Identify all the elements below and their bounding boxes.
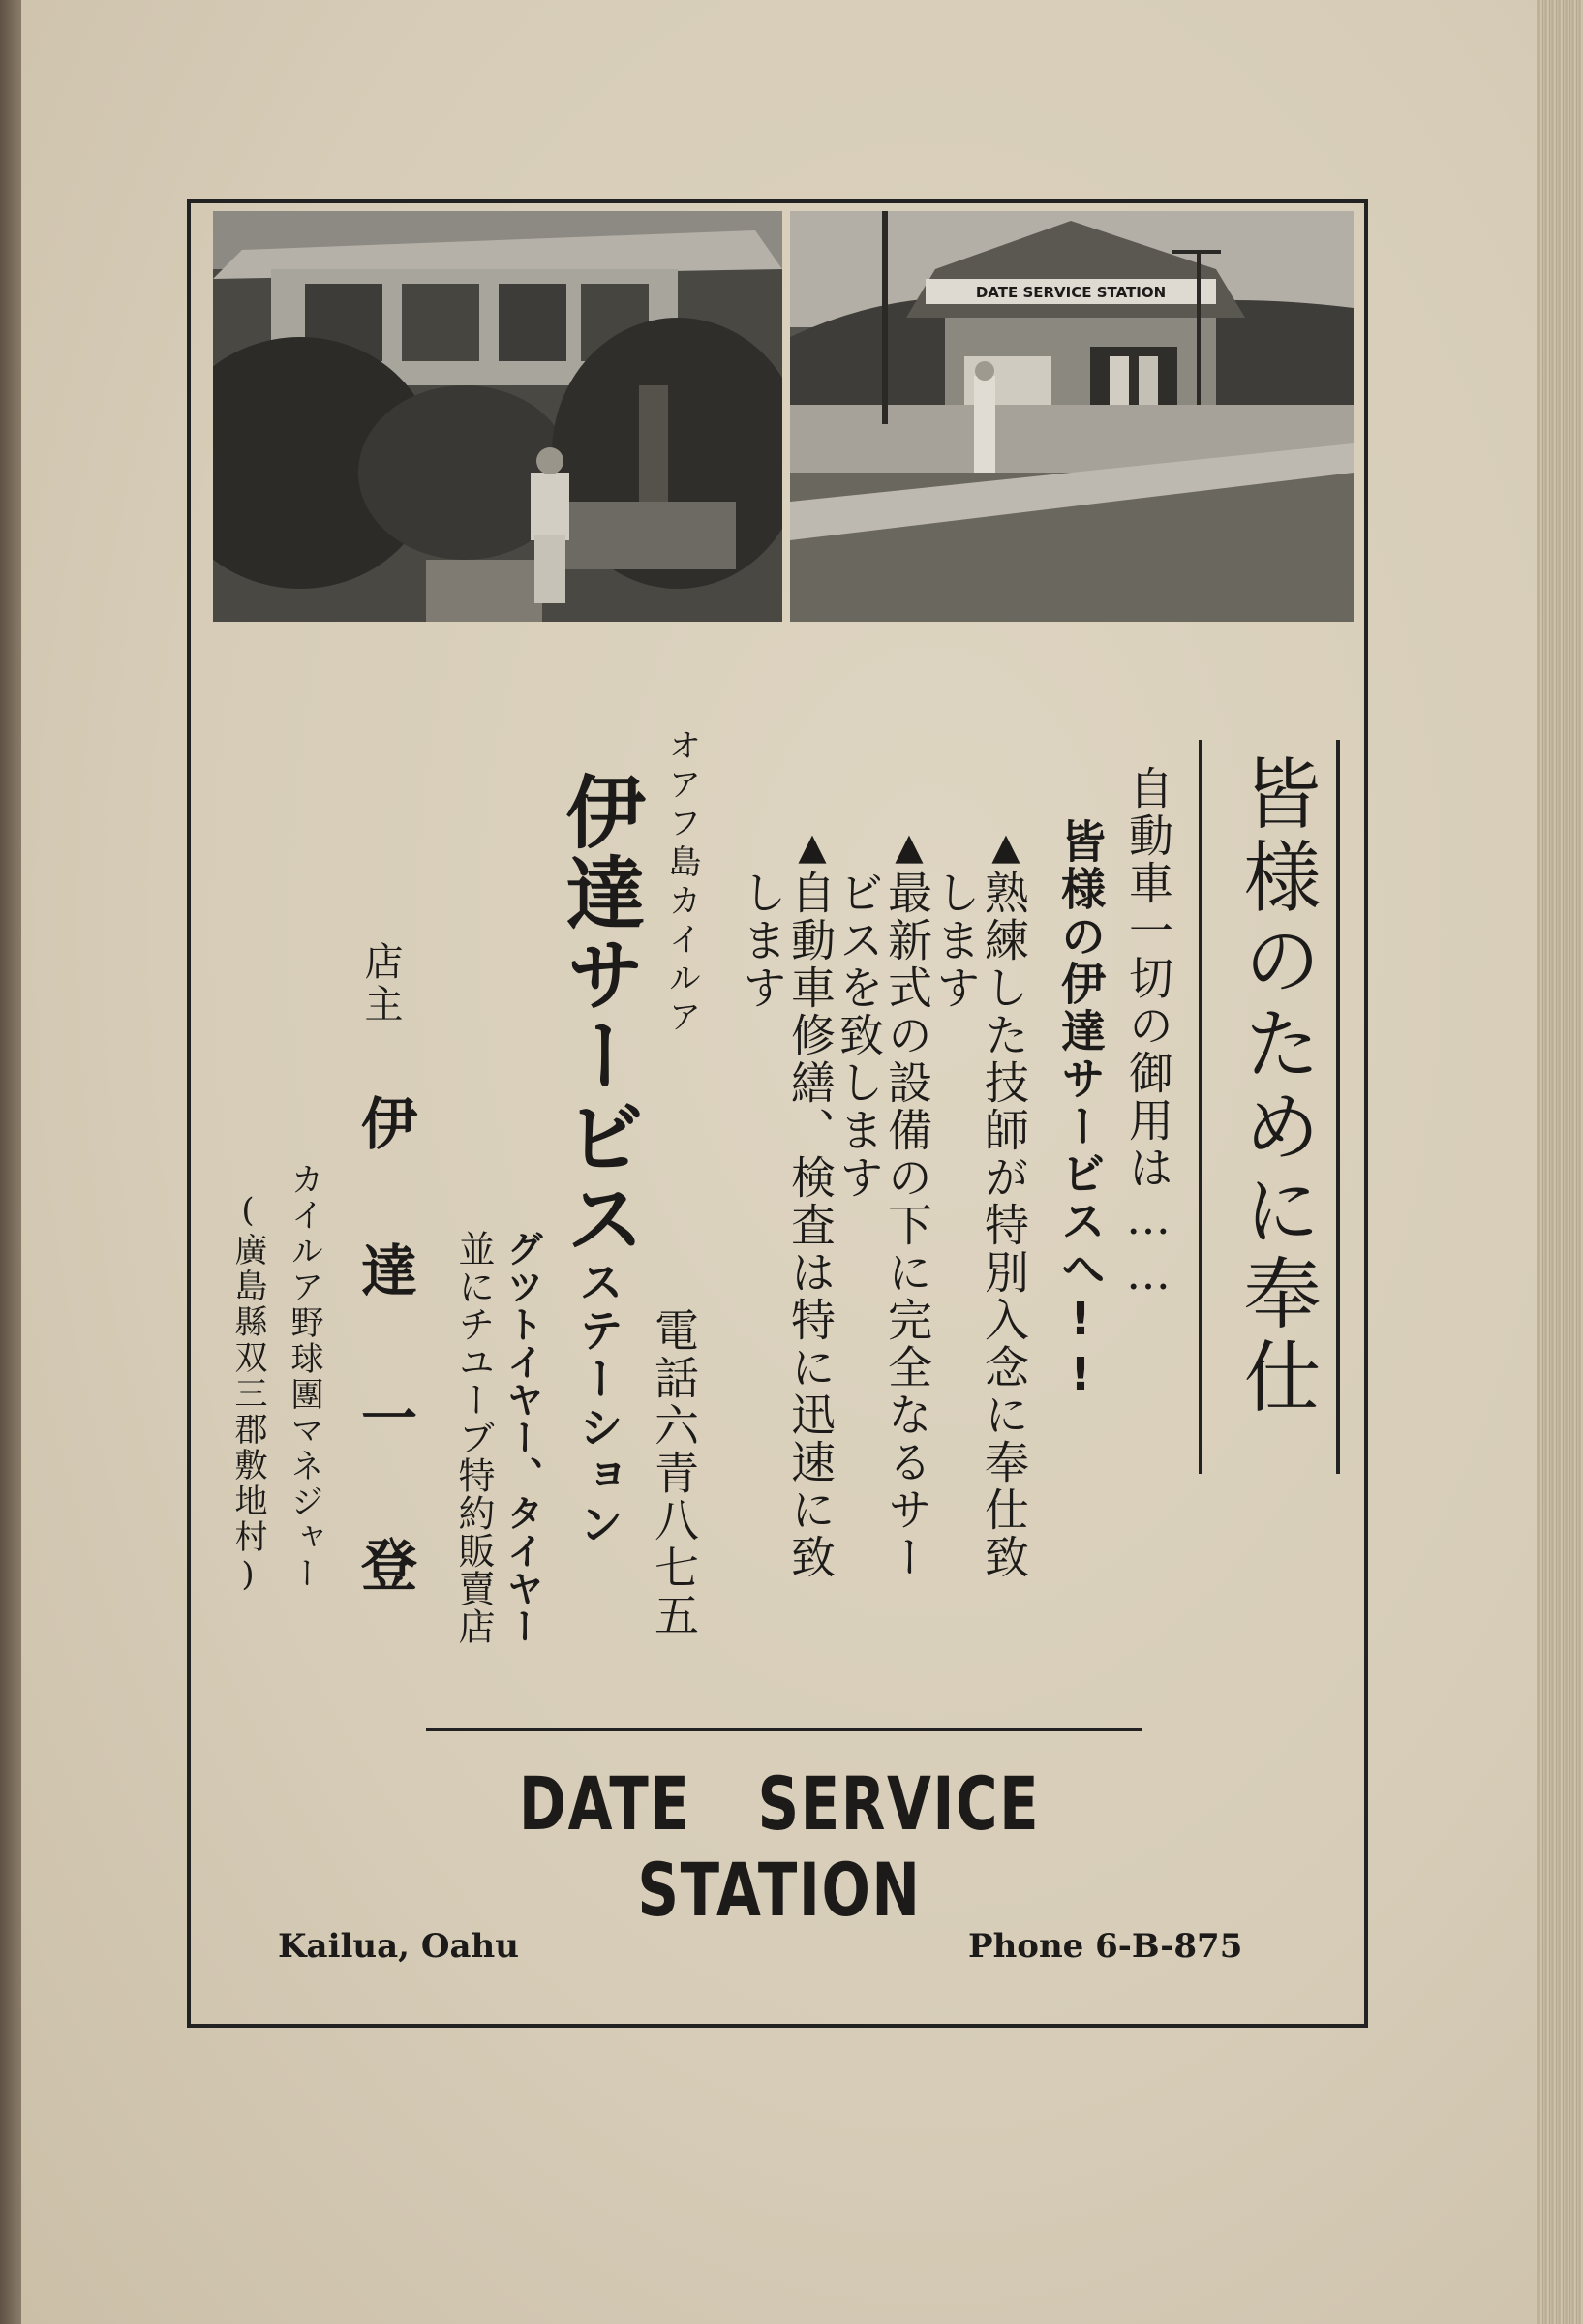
house-photo [213, 211, 782, 622]
book-spine-shadow [0, 0, 21, 2324]
owner-role: カイルア野球團マネジャー [285, 1162, 323, 1592]
headline: 皆様のために奉仕 [1231, 753, 1321, 1420]
owner-name: 伊 達 一 登 [351, 1094, 417, 1609]
phone-jp: 電話六青八七五 [648, 1307, 700, 1639]
owner-origin: (廣島縣双三郡敷地村) [228, 1191, 267, 1597]
service-station-photo [790, 211, 1354, 622]
divider-rule [426, 1728, 1142, 1731]
bullet-1-line-1: 熟練した技師が特別入念に奉仕致 [978, 870, 1030, 1581]
bullet-1-line-2: します [929, 870, 982, 1012]
bullet-2-line-2: ビスを致します [833, 870, 885, 1202]
shop-location: オアフ島カイルア [662, 728, 701, 1038]
owner-title: 店主 [358, 941, 403, 1026]
page-edges [1537, 0, 1583, 2324]
bullet-3-line-1: 自動車修繕、検査は特に迅速に致 [784, 870, 837, 1581]
bullet-marker-2: ▲ [888, 825, 930, 868]
shop-name-suffix: ステーション [572, 1259, 624, 1549]
bullet-marker-3: ▲ [791, 825, 834, 868]
tires-line-2: 並にチユーブ特約販賣店 [452, 1230, 495, 1645]
bullet-3-line-2: します [736, 870, 788, 1012]
english-location: Kailua, Oahu [278, 1927, 519, 1966]
intro-line-1: 自動車一切の御用は…… [1122, 765, 1174, 1302]
shop-name: 伊達サービス [553, 771, 645, 1259]
intro-line-2: 皆様の伊達サービスへ!! [1054, 818, 1107, 1403]
bullet-2-line-1: 最新式の設備の下に完全なるサー [881, 870, 933, 1581]
tires-line-1: グツトイヤー、タイヤー [501, 1230, 543, 1645]
english-title: DATE SERVICE STATION [518, 1760, 1041, 1933]
bullet-marker-1: ▲ [985, 825, 1027, 868]
english-phone: Phone 6-B-875 [968, 1927, 1243, 1966]
station-sign-text: DATE SERVICE STATION [975, 284, 1167, 301]
